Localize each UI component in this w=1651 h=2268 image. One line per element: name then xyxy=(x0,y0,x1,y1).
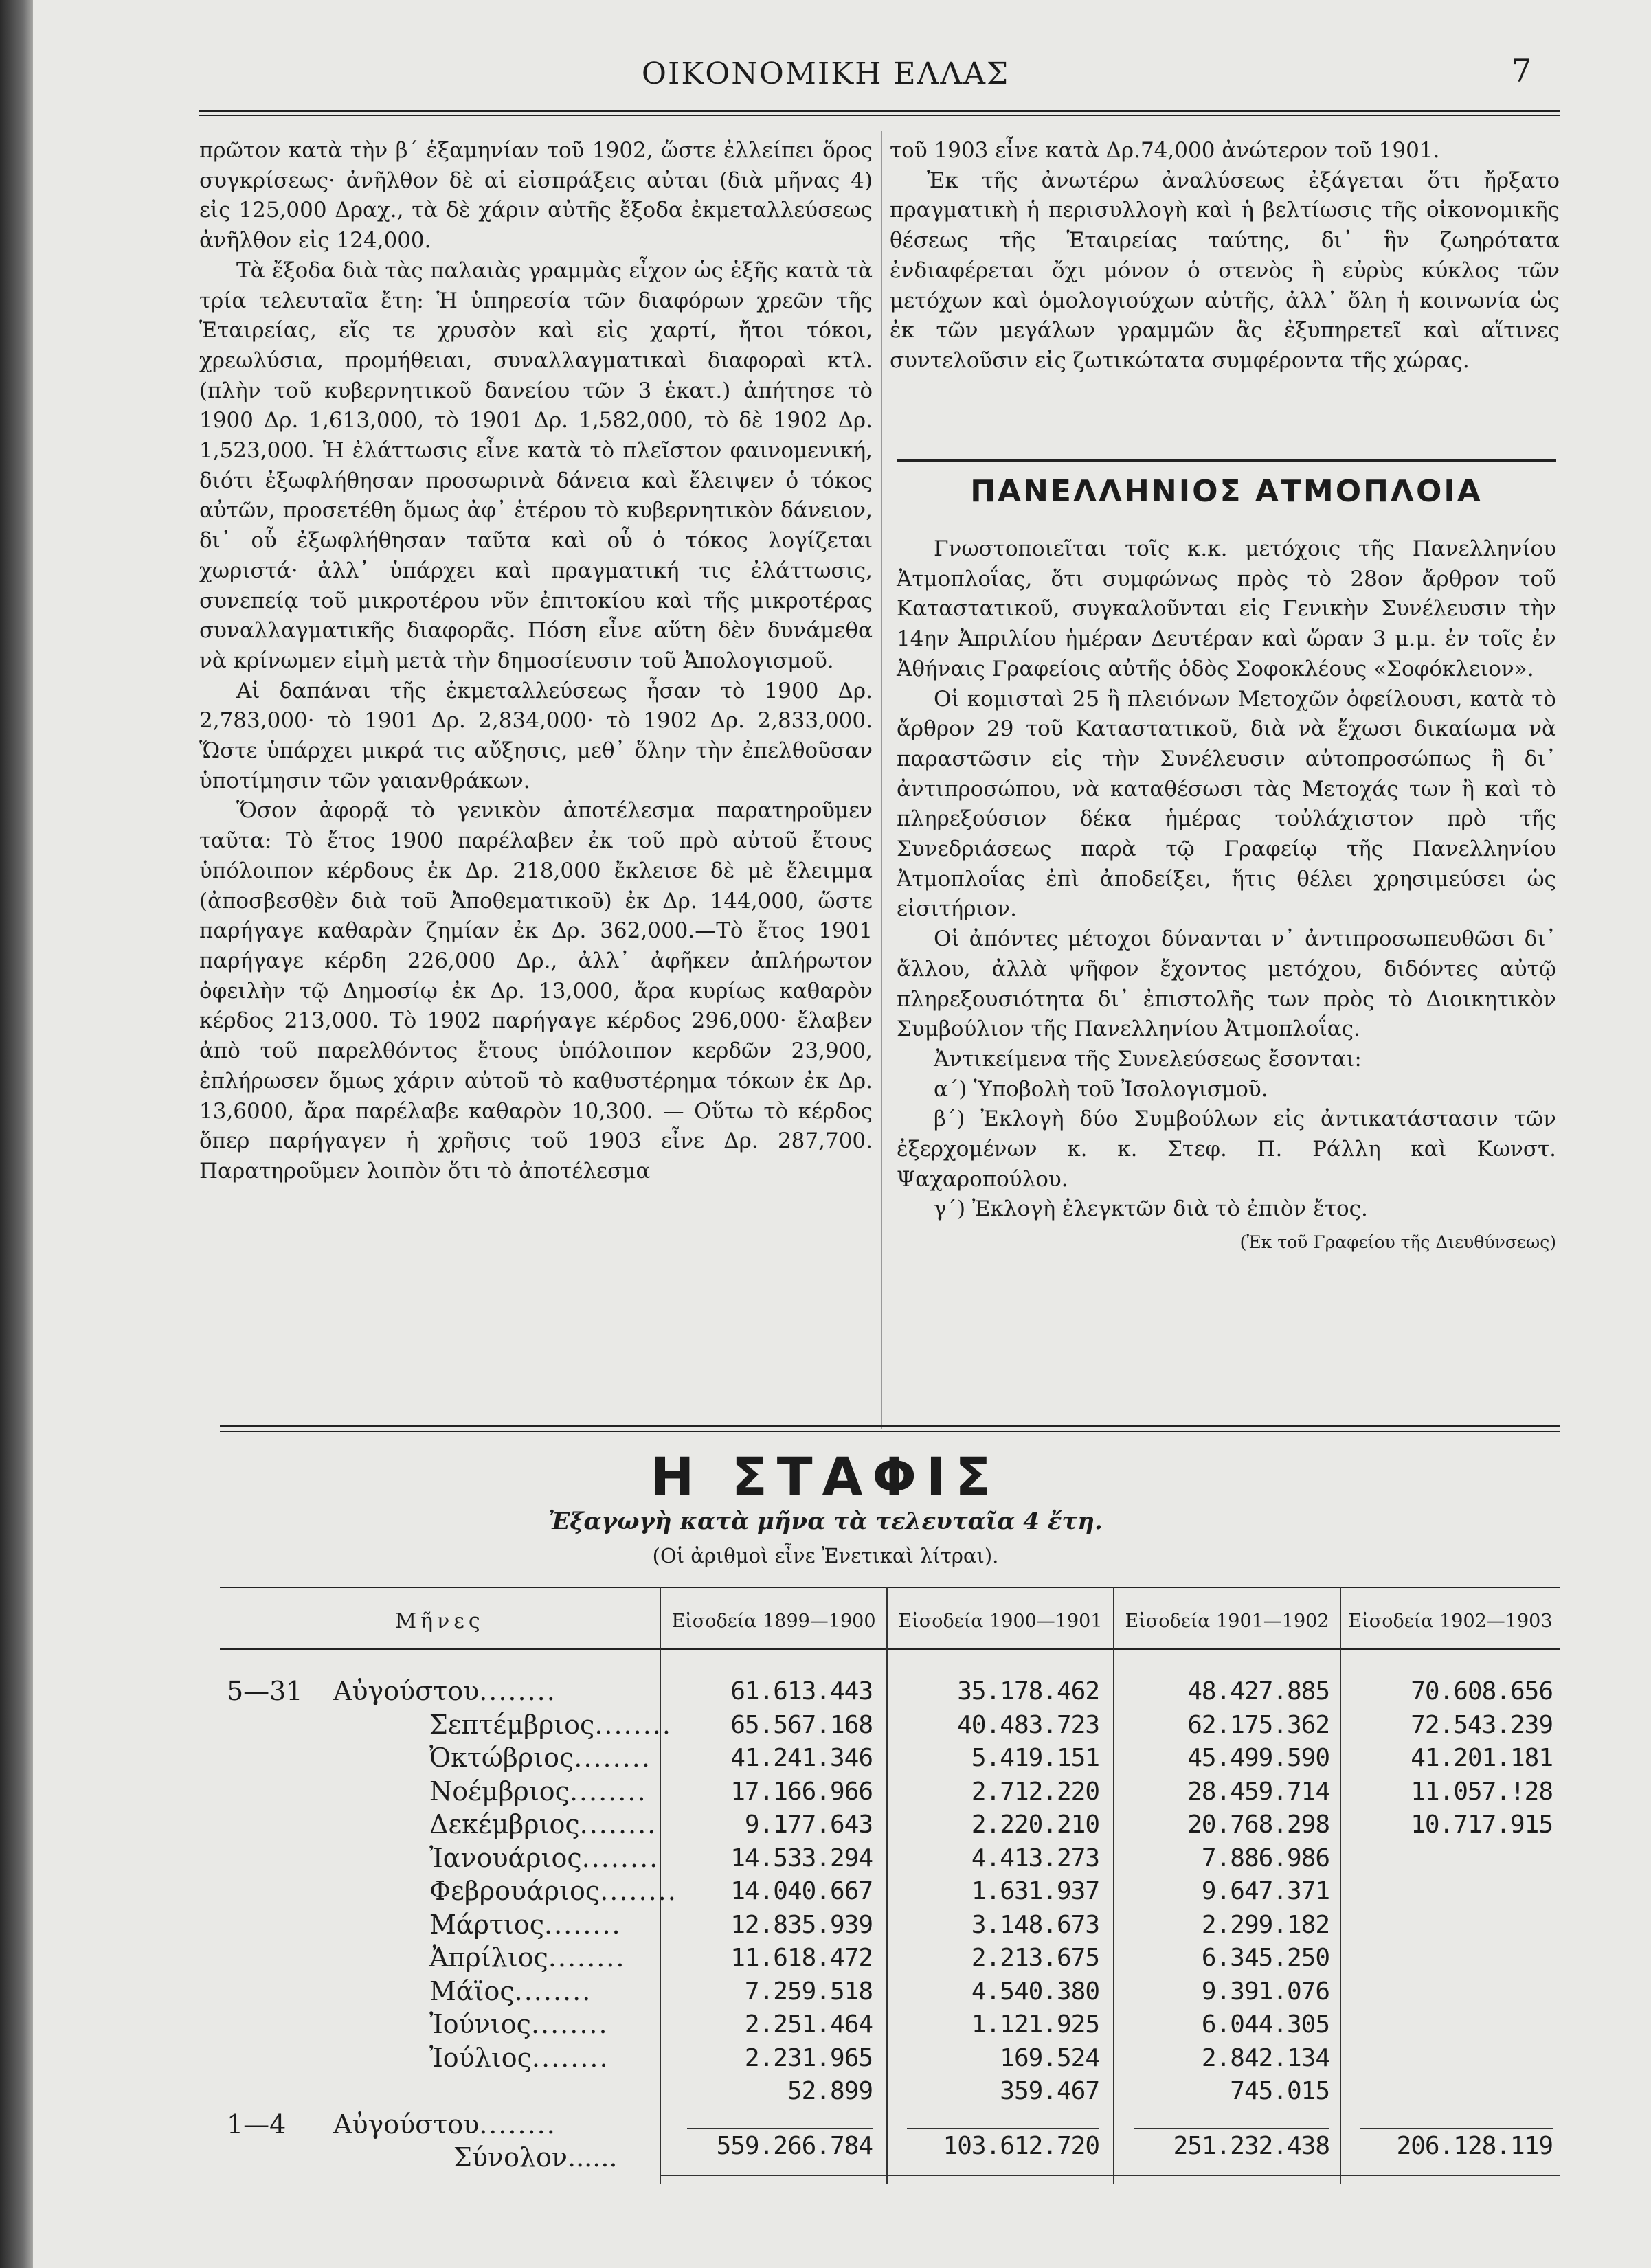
announcement-paragraph: Ἀντικείμενα τῆς Συνελεύσεως ἔσονται: xyxy=(934,1046,1362,1071)
table-cell-value: 9.391.076 xyxy=(1201,1977,1329,2006)
table-cell-value: 70.608.656 xyxy=(1411,1677,1553,1705)
agenda-item: γ´) Ἐκλογὴ ἐλεγκτῶν διὰ τὸ ἐπιὸν ἔτος. xyxy=(934,1197,1368,1222)
article-paragraph: Ὅσον ἀφορᾷ τὸ γενικὸν ἀποτέλεσμα παρατηροῦμεν ταῦτα: Τὸ ἔτος 1900 παρέλαβεν ἐκ τοῦ πρὸ αὐτοῦ ἔτους ὑπόλοιπον κέρδους ἐκ Δρ. 218,000 ἔκλεισε δὲ μὲ ἔλειμμα (ἀποσβεσθὲν διὰ τοῦ Ἀποθεματικοῦ) ἐκ Δρ. 144,000, ὥστε παρήγαγε καθαρὰν ζημίαν ἐκ Δρ. 362,000.—Τὸ ἔτος 1901 παρήγαγε κέρδη 226,000 Δρ., ἀλλ᾽ ἀφῆκεν ἀπλήρωτον ὀφειλὴν τῷ Δημοσίῳ ἐκ Δρ. 13,000, ἄρα κυρίως καθαρὸν κέρδος 213,000. Τὸ 1902 παρήγαγε κέρδος 296,000· ἔλαβεν ἀπὸ τοῦ παρελθόντος ἔτους ὑπόλοιπον κερδῶν 23,900, ἐπλήρωσεν ὅμως χάριν αὐτοῦ τὸ καθυστέρημα τόκων ἐκ Δρ. 13,6000, ἄρα παρέλαβε καθαρὸν 10,300. — Οὕτω τὸ κέρδος ὅπερ παρήγαγεν ἡ χρῆσις τοῦ 1903 εἶνε Δρ. 287,700. Παρατηροῦμεν λοιπὸν ὅτι τὸ ἀποτέλεσμα xyxy=(199,798,873,1183)
month-name: Αὐγούστου xyxy=(333,2109,480,2140)
year-column-header: Εἰσοδεία 1900—1901 xyxy=(898,1610,1103,1632)
table-cell-value: 5.419.151 xyxy=(971,1744,1099,1772)
column-divider xyxy=(881,131,882,1429)
table-cell-value: 11.618.472 xyxy=(730,1944,873,1972)
table-cell-value: 1.121.925 xyxy=(971,2010,1099,2039)
month-name: Μάϊος xyxy=(429,1975,515,2006)
total-value: 206.128.119 xyxy=(1396,2132,1553,2160)
announcement-paragraph: Γνωστοποιεῖται τοῖς κ.κ. μετόχοις τῆς Πανελληνίου Ἀτμοπλοΐας, ὅτι συμφώνως πρὸς τὸ 28ον ἄρθρον τοῦ Καταστατικοῦ, συγκαλοῦνται εἰς Γενικὴν Συνέλευσιν τὴν 14ην Ἀπριλίου ἡμέραν Δευτέραν καὶ ὥραν 3 μ.μ. ἐν τοῖς ἐν Ἀθήναις Γραφείοις αὐτῆς ὁδὸς Σοφοκλέους «Σοφόκλειον». xyxy=(897,536,1556,681)
month-name: Ἰούνιος xyxy=(429,2009,531,2039)
table-row-label xyxy=(323,1909,622,1940)
table-cell-value: 35.178.462 xyxy=(957,1677,1099,1705)
section-rule-thin xyxy=(220,1431,1560,1432)
month-name: Φεβρουάριος xyxy=(429,1876,600,1906)
table-cell-value: 2.231.965 xyxy=(744,2043,873,2072)
table-cell-value: 61.613.443 xyxy=(730,1677,873,1705)
leader-dots: ........ xyxy=(569,1776,647,1806)
article-paragraph: τοῦ 1903 εἶνε κατὰ Δρ.74,000 ἀνώτερον τοῦ 1901. xyxy=(890,138,1440,163)
table-cell-value: 2.712.220 xyxy=(971,1777,1099,1806)
leader-dots: ........ xyxy=(479,1676,557,1706)
article-paragraph: Ἐκ τῆς ἀνωτέρω ἀναλύσεως ἐξάγεται ὅτι ἤρξατο πραγματικὴ ἡ περισυλλογὴ καὶ ἡ βελτίωσις τῆς οἰκονομικῆς θέσεως τῆς Ἑταιρείας ταύτης, δι᾽ ἣν ζωηρότατα ἐνδιαφέρεται ὄχι μόνον ὁ στενὸς ἢ εὐρὺς κύκλος τῶν μετόχων καὶ ὁμολογιούχων αὐτῆς, ἀλλ᾽ ὅλη ἡ κοινωνία ὡς ἐκ τῶν μεγάλων γραμμῶν ἃς ἐξυπηρετεῖ καὶ αἵτινες συντελοῦσιν εἰς ζωτικώτατα συμφέροντα τῆς χώρας. xyxy=(890,168,1560,373)
book-binding-edge xyxy=(0,0,33,2268)
month-name: Αὐγούστου xyxy=(333,1676,480,1706)
month-name: Δεκέμβριος xyxy=(429,1809,580,1839)
month-name: Σεπτέμβριος xyxy=(429,1709,595,1740)
table-row-label xyxy=(323,1809,657,1839)
agenda-item: α´) Ὑποβολὴ τοῦ Ἰσολογισμοῦ. xyxy=(934,1076,1268,1102)
table-row-label xyxy=(227,2109,557,2140)
table-cell-value: 2.220.210 xyxy=(971,1811,1099,1839)
table-header-rule xyxy=(220,1648,1560,1650)
month-name: Ἀπρίλιος xyxy=(429,1942,548,1973)
table-cell-value: 4.413.273 xyxy=(971,1844,1099,1872)
month-column-header: Μῆνες xyxy=(395,1609,484,1633)
table-cell-value: 72.543.239 xyxy=(1411,1710,1553,1739)
table-cell-value: 2.299.182 xyxy=(1201,1910,1329,1939)
table-subtitle: Ἐξαγωγὴ κατὰ μῆνα τὰ τελευταῖα 4 ἔτη. xyxy=(548,1508,1103,1535)
running-title: ΟΙΚΟΝΟΜΙΚΗ ΕΛΛΑΣ xyxy=(641,56,1010,91)
table-row-label xyxy=(323,1776,647,1806)
total-label xyxy=(453,2142,618,2173)
table-cell-value: 41.201.181 xyxy=(1411,1744,1553,1772)
leader-dots: ........ xyxy=(581,1842,660,1873)
table-cell-value: 40.483.723 xyxy=(957,1710,1099,1739)
left-column-article xyxy=(199,136,873,1187)
leader-dots: ........ xyxy=(531,2042,609,2073)
table-row-label xyxy=(323,1843,659,1873)
table-row-label xyxy=(323,1876,677,1906)
total-label-text: Σύνολον xyxy=(453,2142,568,2173)
leader-dots: ........ xyxy=(530,2009,609,2039)
table-cell-value: 62.175.362 xyxy=(1187,1710,1329,1739)
table-cell-value: 17.166.966 xyxy=(730,1777,873,1806)
leader-dots: ........ xyxy=(574,1743,651,1773)
table-cell-value: 65.567.168 xyxy=(730,1710,873,1739)
table-cell-value: 48.427.885 xyxy=(1187,1677,1329,1705)
announcement-rule xyxy=(897,459,1556,462)
right-column-article xyxy=(890,136,1560,376)
year-column-header: Εἰσοδεία 1902—1903 xyxy=(1348,1610,1553,1632)
leader-dots: ........ xyxy=(594,1709,672,1740)
table-row-label xyxy=(323,1942,625,1973)
table-cell-value: 7.886.986 xyxy=(1201,1844,1329,1872)
table-cell-value: 6.044.305 xyxy=(1201,2010,1329,2039)
total-rule xyxy=(687,2128,873,2129)
table-cell-value: 28.459.714 xyxy=(1187,1777,1329,1806)
leader-dots: ...... xyxy=(568,2142,618,2173)
table-cell-value: 745.015 xyxy=(1230,2077,1329,2105)
total-rule xyxy=(1360,2128,1553,2129)
announcement-title: ΠΑΝΕΛΛΗΝΙΟΣ ΑΤΜΟΠΛΟΙΑ xyxy=(970,474,1483,509)
table-cell-value: 3.148.673 xyxy=(971,1910,1099,1939)
table-cell-value: 7.259.518 xyxy=(744,1977,873,2006)
table-cell-value: 169.524 xyxy=(1000,2043,1099,2072)
table-cell-value: 9.647.371 xyxy=(1201,1877,1329,1905)
table-row-label xyxy=(323,2076,429,2106)
year-column-header: Εἰσοδεία 1899—1900 xyxy=(671,1610,876,1632)
table-cell-value: 45.499.590 xyxy=(1187,1744,1329,1772)
header-rule xyxy=(199,110,1560,112)
month-name: Ὀκτώβριος xyxy=(429,1743,574,1773)
table-row-label xyxy=(323,2009,609,2039)
table-cell-value: 10.717.915 xyxy=(1411,1811,1553,1839)
leader-dots: ........ xyxy=(579,1809,658,1839)
announcement-body xyxy=(897,534,1556,1258)
table-cell-value: 2.251.464 xyxy=(744,2010,873,2039)
header-rule-thin xyxy=(199,115,1560,116)
table-note: (Οἱ ἀριθμοὶ εἶνε Ἐνετικαὶ λίτραι). xyxy=(652,1544,999,1567)
article-paragraph: Αἱ δαπάναι τῆς ἐκμεταλλεύσεως ἦσαν τὸ 1900 Δρ. 2,783,000· τὸ 1901 Δρ. 2,834,000· τὸ 1902 Δρ. 2,833,000. Ὥστε ὑπάρχει μικρά τις αὔξησις, μεθ᾽ ὅλην τὴν ἐπελθοῦσαν ὑποτίμησιν τῶν γαιανθράκων. xyxy=(199,678,873,793)
day-range: 1—4 xyxy=(227,2109,287,2140)
table-cell-value: 4.540.380 xyxy=(971,1977,1099,2006)
table-cell-value: 11.057.!28 xyxy=(1411,1777,1553,1806)
table-column-rule xyxy=(886,1587,888,2184)
table-cell-value: 12.835.939 xyxy=(730,1910,873,1939)
table-row-label xyxy=(227,1676,557,1706)
table-column-rule xyxy=(1113,1587,1114,2184)
total-value: 103.612.720 xyxy=(943,2132,1099,2160)
month-name: Ἰούλιος xyxy=(429,2042,532,2073)
article-paragraph: πρῶτον κατὰ τὴν β´ ἑξαμηνίαν τοῦ 1902, ὥστε ἐλλείπει ὅρος συγκρίσεως· ἀνῆλθον δὲ αἱ εἰσπράξεις αὐται (διὰ μῆνας 4) εἰς 125,000 Δραχ., τὰ δὲ χάριν αὐτῆς ἔξοδα ἐκμεταλλεύσεως ἀνῆλθον εἰς 124,000. xyxy=(199,138,873,253)
leader-dots: ........ xyxy=(600,1876,677,1906)
page-number: 7 xyxy=(1512,52,1532,89)
table-cell-value: 41.241.346 xyxy=(730,1744,873,1772)
year-column-header: Εἰσοδεία 1901—1902 xyxy=(1125,1610,1329,1632)
announcement-source: (Ἐκ τοῦ Γραφείου τῆς Διευθύνσεως) xyxy=(1239,1232,1556,1253)
total-rule xyxy=(1134,2128,1329,2129)
table-cell-value: 359.467 xyxy=(1000,2077,1099,2105)
table-cell-value: 52.899 xyxy=(787,2077,873,2105)
total-value: 251.232.438 xyxy=(1173,2132,1329,2160)
table-column-rule xyxy=(1340,1587,1341,2184)
leader-dots: ........ xyxy=(514,1975,592,2006)
table-top-rule xyxy=(220,1587,1560,1588)
table-row-label xyxy=(323,1743,651,1773)
section-rule xyxy=(220,1425,1560,1427)
month-name: Μάρτιος xyxy=(429,1909,544,1940)
table-cell-value: 6.345.250 xyxy=(1201,1944,1329,1972)
leader-dots: ........ xyxy=(548,1942,626,1973)
table-cell-value: 14.040.667 xyxy=(730,1877,873,1905)
table-row-label xyxy=(323,2043,609,2073)
announcement-paragraph: Οἱ ἀπόντες μέτοχοι δύνανται ν᾽ ἀντιπροσωπευθῶσι δι᾽ ἄλλου, ἀλλὰ ψῆφον ἔχοντος μετόχου, διδόντες αὐτῷ πληρεξουσιότητα δι᾽ ἐπιστολῆς των πρὸς τὸ Διοικητικὸν Συμβούλιον τῆς Πανελληνίου Ἀτμοπλοΐας. xyxy=(897,927,1556,1042)
total-rule xyxy=(907,2128,1099,2129)
table-cell-value: 2.842.134 xyxy=(1201,2043,1329,2072)
month-name: Νοέμβριος xyxy=(429,1776,570,1806)
table-cell-value: 20.768.298 xyxy=(1187,1811,1329,1839)
leader-dots: ........ xyxy=(479,2109,557,2140)
leader-dots: ........ xyxy=(544,1909,622,1940)
day-range: 5—31 xyxy=(227,1676,303,1706)
table-title: Η ΣΤΑΦΙΣ xyxy=(650,1446,1001,1507)
table-cell-value: 9.177.643 xyxy=(744,1811,873,1839)
article-paragraph: Τὰ ἔξοδα διὰ τὰς παλαιὰς γραμμὰς εἶχον ὡς ἑξῆς κατὰ τὰ τρία τελευταῖα ἔτη: Ἡ ὑπηρεσία τῶν διαφόρων χρεῶν τῆς Ἑταιρείας, εἴς τε χρυσὸν καὶ εἰς χαρτί, ἤτοι τόκοι, χρεωλύσια, προμήθειαι, συναλλαγματικαὶ διαφοραὶ κτλ. (πλὴν τοῦ κυβερνητικοῦ δανείου τῶν 3 ἑκατ.) ἀπήτησε τὸ 1900 Δρ. 1,613,000, τὸ 1901 Δρ. 1,582,000, τὸ δὲ 1902 Δρ. 1,523,000. Ἡ ἐλάττωσις εἶνε κατὰ τὸ πλεῖστον φαινομενική, διότι ἐξωφλήθησαν προσωρινὰ δάνεια καὶ ἔλειψεν ὁ τόκος αὐτῶν, προσετέθη ὅμως ἀφ᾽ ἑτέρου τὸ κυβερνητικὸν δάνειον, δι᾽ οὗ ἐξωφλήθησαν ταῦτα καὶ οὗ ὁ τόκος λογίζεται χωριστά· ἀλλ᾽ ὑπάρχει καὶ πραγματική τις ἐλάττωσις, συνεπείᾳ τοῦ μικροτέρου νῦν ἐπιτοκίου καὶ τῆς μικροτέρας συναλλαγματικῆς διαφορᾶς. Πόση εἶνε αὕτη δὲν δυνάμεθα νὰ κρίνωμεν εἰμὴ μετὰ τὴν δημοσίευσιν τοῦ Ἀπολογισμοῦ. xyxy=(199,258,873,673)
total-value: 559.266.784 xyxy=(716,2132,873,2160)
table-bottom-rule xyxy=(660,2175,1560,2176)
agenda-item: β´) Ἐκλογὴ δύο Συμβούλων εἰς ἀντικατάστασιν τῶν ἐξερχομένων κ. κ. Στεφ. Π. Ράλλη καὶ Κωνστ. Ψαχαροπούλου. xyxy=(897,1107,1556,1192)
table-row-label xyxy=(323,1976,592,2006)
announcement-paragraph: Οἱ κομισταὶ 25 ἢ πλειόνων Μετοχῶν ὀφείλουσι, κατὰ τὸ ἄρθρον 29 τοῦ Καταστατικοῦ, διὰ νὰ ἔχωσι δικαίωμα νὰ παραστῶσιν εἰς τὴν Συνέλευσιν αὐτοπροσώπως ἢ δι᾽ ἀντιπροσώπου, νὰ καταθέσωσι τὰς Μετοχάς των ἢ καὶ τὸ πληρεξούσιον δέκα ἡμέρας τοὐλάχιστον πρὸ τῆς Συνεδριάσεως παρὰ τῷ Γραφείῳ τῆς Πανελληνίου Ἀτμοπλοΐας ἐπὶ ἀποδείξει, ἥτις θέλει χρησιμεύσει ὡς εἰσιτήριον. xyxy=(897,686,1556,922)
table-cell-value: 14.533.294 xyxy=(730,1844,873,1872)
table-row-label xyxy=(323,1710,672,1740)
table-cell-value: 2.213.675 xyxy=(971,1944,1099,1972)
month-name: Ἰανουάριος xyxy=(429,1842,582,1873)
table-cell-value: 1.631.937 xyxy=(971,1877,1099,1905)
